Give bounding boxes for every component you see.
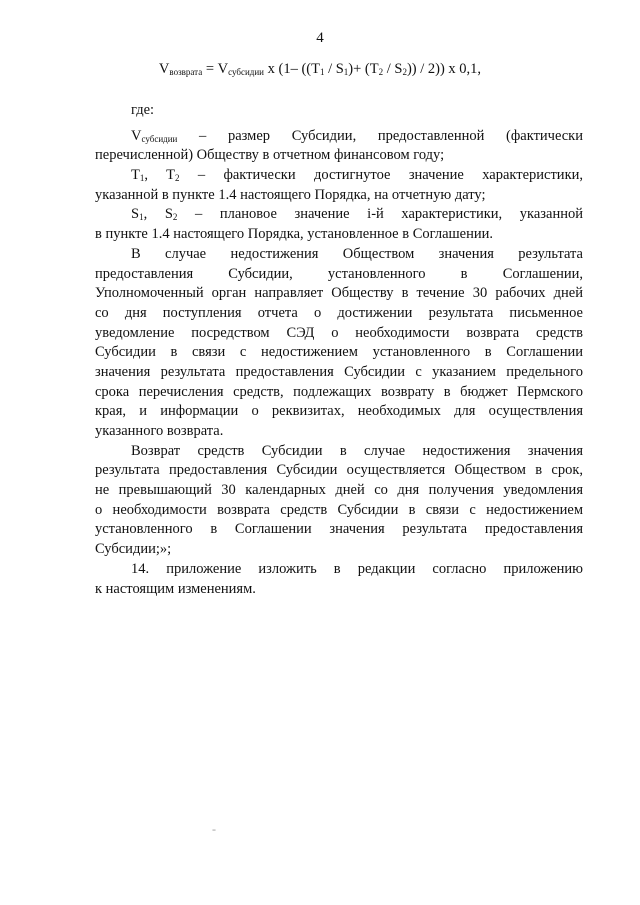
var-s2-subscript: 2	[172, 212, 178, 223]
formula-lhs-subscript: возврата	[169, 67, 203, 77]
definition-t-continuation: указанной в пункте 1.4 настоящего Порядка, на отчетную дату;	[95, 186, 486, 203]
formula-part-c: )+ (T	[348, 61, 379, 77]
paragraph-failure-line: В случае недостижения Обществом значения результата	[131, 245, 583, 262]
paragraph-item-14-line: 14. приложение изложить в редакции согласно приложению	[131, 560, 583, 577]
var-t2-subscript: 2	[174, 173, 180, 184]
var-s1-subscript: 1	[139, 212, 144, 223]
formula-sub-1: 1	[319, 67, 325, 77]
document-body	[95, 101, 583, 599]
definition-v-subsidy	[95, 127, 583, 147]
paragraph-failure-line: края, и информации о реквизитах, необходимых для осуществления	[95, 403, 583, 420]
formula-equals: =	[202, 61, 218, 77]
paragraph-failure-line: Уполномоченный орган направляет Обществу в течение 30 рабочих дней	[95, 285, 583, 302]
formula-sub-3: 2	[378, 67, 384, 77]
paragraph-refund-line: результата предоставления Субсидии осуществляется Обществом в срок,	[95, 462, 583, 479]
var-v-subscript: субсидии	[141, 133, 178, 144]
scan-mark: -	[212, 822, 216, 836]
paragraph-failure-line: значения результата предоставления Субсидии с указанием предельного	[95, 363, 583, 380]
definition-t	[95, 166, 583, 186]
formula-sub-4: 2	[402, 67, 407, 77]
paragraph-failure-line: указанного возврата.	[95, 423, 224, 439]
paragraph-failure-line: Субсидии в связи с недостижением установленного в Соглашении	[95, 344, 583, 361]
paragraph-failure-line: предоставления Субсидии, установленного в Соглашении,	[95, 265, 583, 282]
definition-v-text: – размер Субсидии, предоставленной (фактически	[177, 127, 583, 144]
definition-v-continuation: перечисленной) Обществу в отчетном финансовом году;	[95, 147, 445, 164]
paragraph-refund-line: установленного в Соглашении значения результата предоставления	[95, 521, 583, 538]
paragraph-refund-line: о необходимости возврата средств Субсидии в связи с недостижением	[95, 501, 583, 518]
paragraph-refund-line: не превышающий 30 календарных дней со дня получения уведомления	[95, 482, 583, 499]
definition-t-text: – фактически достигнутое значение характеристики,	[179, 167, 583, 184]
var-v: V	[131, 127, 142, 144]
paragraph-refund-line: Возврат средств Субсидии в случае недостижения значения	[131, 442, 583, 459]
paragraph-failure-line: срока перечисления средств, подлежащих возврату в бюджет Пермского	[95, 383, 583, 400]
formula-part-b: / S	[324, 61, 344, 77]
formula-part-a: x (1– ((T	[263, 61, 320, 77]
formula-rhs-subscript: субсидии	[228, 67, 264, 77]
where-label: где:	[131, 102, 155, 118]
var-s1: S	[131, 206, 140, 223]
var-t1: T	[131, 167, 140, 184]
formula-lhs-symbol: V	[158, 61, 170, 77]
paragraph-failure-line: уведомление посредством СЭД о необходимости возврата средств	[95, 324, 583, 341]
paragraph-refund-line: Субсидии;»;	[95, 541, 172, 558]
definition-s-continuation: в пункте 1.4 настоящего Порядка, установленное в Соглашении.	[95, 226, 494, 243]
definition-s-text: – плановое значение i-й характеристики, указанной	[177, 206, 583, 223]
paragraph-item-14-line: к настоящим изменениям.	[95, 580, 256, 597]
formula-part-d: / S	[383, 61, 403, 77]
formula-sub-2: 1	[343, 67, 349, 77]
page-number: 4	[316, 30, 324, 46]
var-t1-subscript: 1	[139, 173, 145, 184]
var-s2: , S	[143, 206, 173, 223]
paragraph-failure-line: со дня поступления отчета о достижении результата письменное	[95, 304, 583, 321]
formula-rhs-symbol: V	[217, 61, 229, 77]
definition-s	[95, 205, 583, 225]
refund-formula	[0, 61, 640, 78]
var-t2: , T	[144, 167, 175, 184]
formula-part-e: )) / 2)) x 0,1,	[406, 61, 482, 77]
